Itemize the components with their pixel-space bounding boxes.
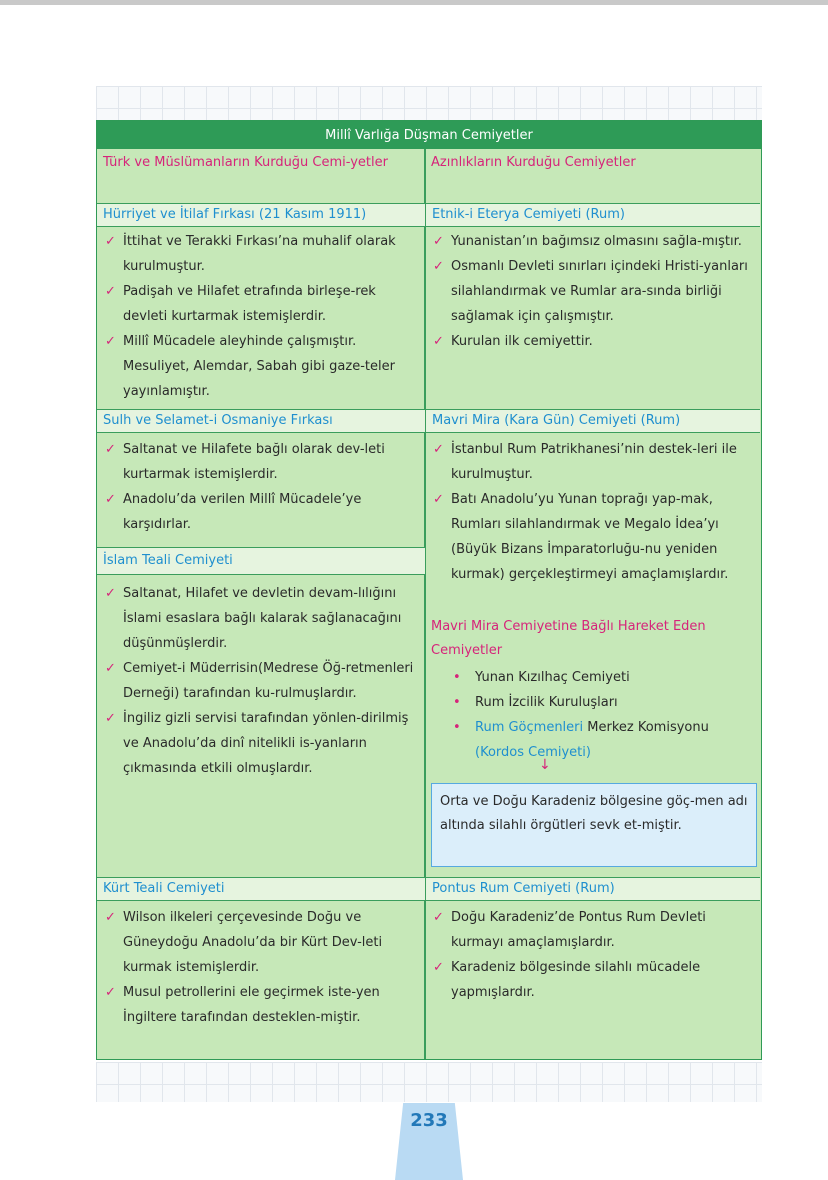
section-title-kurt: Kürt Teali Cemiyeti xyxy=(97,877,425,901)
check-icon: ✓ xyxy=(105,442,116,457)
list-item: ✓ Saltanat, Hilafet ve devletin devam-lılığını İslami esaslara bağlı kalarak sağlanacağını düşünmüşlerdir. xyxy=(101,581,421,656)
check-icon: ✓ xyxy=(433,910,444,925)
check-icon: ✓ xyxy=(105,586,116,601)
section-title-islam: İslam Teali Cemiyeti xyxy=(97,547,425,575)
sulh-items xyxy=(101,437,421,537)
check-icon: ✓ xyxy=(433,492,444,507)
etnik-items xyxy=(429,229,757,354)
arrow-down-icon: ↓ xyxy=(539,757,551,773)
mavri-bagli-items xyxy=(429,665,757,765)
list-item: ✓ Cemiyet-i Müderrisin(Medrese Öğ-retmenleri Derneği) tarafından ku-rulmuşlardır. xyxy=(101,656,421,706)
list-item: ✓ Yunanistan’ın bağımsız olmasını sağla-mıştır. xyxy=(429,229,757,254)
islam-items xyxy=(101,581,421,781)
bullet-icon: • xyxy=(453,720,461,735)
list-item: • Yunan Kızılhaç Cemiyeti xyxy=(429,665,757,690)
check-icon: ✓ xyxy=(433,442,444,457)
right-column-header: Azınlıkların Kurduğu Cemiyetler xyxy=(431,155,636,170)
left-column-header: Türk ve Müslümanların Kurduğu Cemi-yetler xyxy=(103,155,388,170)
top-border xyxy=(0,0,828,5)
check-icon: ✓ xyxy=(105,661,116,676)
list-item: ✓ Karadeniz bölgesinde silahlı mücadele yapmışlardır. xyxy=(429,955,757,1005)
list-item: ✓ Kurulan ilk cemiyettir. xyxy=(429,329,757,354)
grid-strip-bottom xyxy=(96,1062,762,1102)
section-title-mavri: Mavri Mira (Kara Gün) Cemiyeti (Rum) xyxy=(426,409,760,433)
bullet-icon: • xyxy=(453,695,461,710)
societies-table xyxy=(96,120,762,1060)
list-item: ✓ Millî Mücadele aleyhinde çalışmıştır. Mesuliyet, Alemdar, Sabah gibi gaze-teler yayınlamıştır. xyxy=(101,329,421,404)
check-icon: ✓ xyxy=(105,711,116,726)
page-number: 233 xyxy=(410,1110,448,1131)
section-title-sulh: Sulh ve Selamet-i Osmaniye Fırkası xyxy=(97,409,425,433)
list-item: ✓ Anadolu’da verilen Millî Mücadele’ye karşıdırlar. xyxy=(101,487,421,537)
section-title-hurriyet: Hürriyet ve İtilaf Fırkası (21 Kasım 1911) xyxy=(97,203,425,227)
check-icon: ✓ xyxy=(433,259,444,274)
check-icon: ✓ xyxy=(433,960,444,975)
list-item: • Rum Göçmenleri Merkez Komisyonu (Kordos Cemiyeti) xyxy=(429,715,757,765)
kurt-items xyxy=(101,905,421,1030)
list-item: ✓ İstanbul Rum Patrikhanesi’nin destek-leri ile kurulmuştur. xyxy=(429,437,757,487)
section-title-etnik: Etnik-i Eterya Cemiyeti (Rum) xyxy=(426,203,760,227)
list-item: ✓ Batı Anadolu’yu Yunan toprağı yap-mak, Rumları silahlandırmak ve Megalo İdea’yı (Büyük Bizans İmparatorluğu-nu yeniden kurmak) gerçekleştirmeyi amaçlamışlardır. xyxy=(429,487,757,587)
list-item: ✓ Osmanlı Devleti sınırları içindeki Hristi-yanları silahlandırmak ve Rumlar ara-sında birliği sağlamak için çalışmıştır. xyxy=(429,254,757,329)
check-icon: ✓ xyxy=(105,985,116,1000)
list-item: ✓ Saltanat ve Hilafete bağlı olarak dev-leti kurtarmak istemişlerdir. xyxy=(101,437,421,487)
table-title: Millî Varlığa Düşman Cemiyetler xyxy=(97,121,761,149)
mavri-items xyxy=(429,437,757,587)
pontus-items xyxy=(429,905,757,1005)
check-icon: ✓ xyxy=(105,492,116,507)
check-icon: ✓ xyxy=(105,910,116,925)
section-title-pontus: Pontus Rum Cemiyeti (Rum) xyxy=(426,877,760,901)
list-item: ✓ İngiliz gizli servisi tarafından yönlen-dirilmiş ve Anadolu’da dinî nitelikli is-yanların çıkmasında etkili olmuşlardır. xyxy=(101,706,421,781)
check-icon: ✓ xyxy=(433,334,444,349)
check-icon: ✓ xyxy=(433,234,444,249)
list-item: ✓ Musul petrollerini ele geçirmek iste-yen İngiltere tarafından destеklen-miştir. xyxy=(101,980,421,1030)
list-item: ✓ İttihat ve Terakki Fırkası’na muhalif olarak kurulmuştur. xyxy=(101,229,421,279)
list-item: • Rum İzcilik Kuruluşları xyxy=(429,690,757,715)
hurriyet-items xyxy=(101,229,421,404)
list-item: ✓ Padişah ve Hilafet etrafında birleşe-rek devleti kurtarmak istemişlerdir. xyxy=(101,279,421,329)
check-icon: ✓ xyxy=(105,284,116,299)
check-icon: ✓ xyxy=(105,234,116,249)
list-item: ✓ Wilson ilkeleri çerçevesinde Doğu ve Güneydoğu Anadolu’da bir Kürt Dev-leti kurmak istemişlerdir. xyxy=(101,905,421,980)
check-icon: ✓ xyxy=(105,334,116,349)
section-title-mavri-bagli: Mavri Mira Cemiyetine Bağlı Hareket Eden Cemiyetler xyxy=(431,619,706,658)
column-divider xyxy=(424,657,426,1059)
note-box: Orta ve Doğu Karadeniz bölgesine göç-men adı altında silahlı örgütleri sevk et-miştir. xyxy=(431,783,757,867)
bullet-icon: • xyxy=(453,670,461,685)
list-item: ✓ Doğu Karadeniz’de Pontus Rum Devleti kurmayı amaçlamışlardır. xyxy=(429,905,757,955)
grid-strip-top xyxy=(96,86,762,120)
